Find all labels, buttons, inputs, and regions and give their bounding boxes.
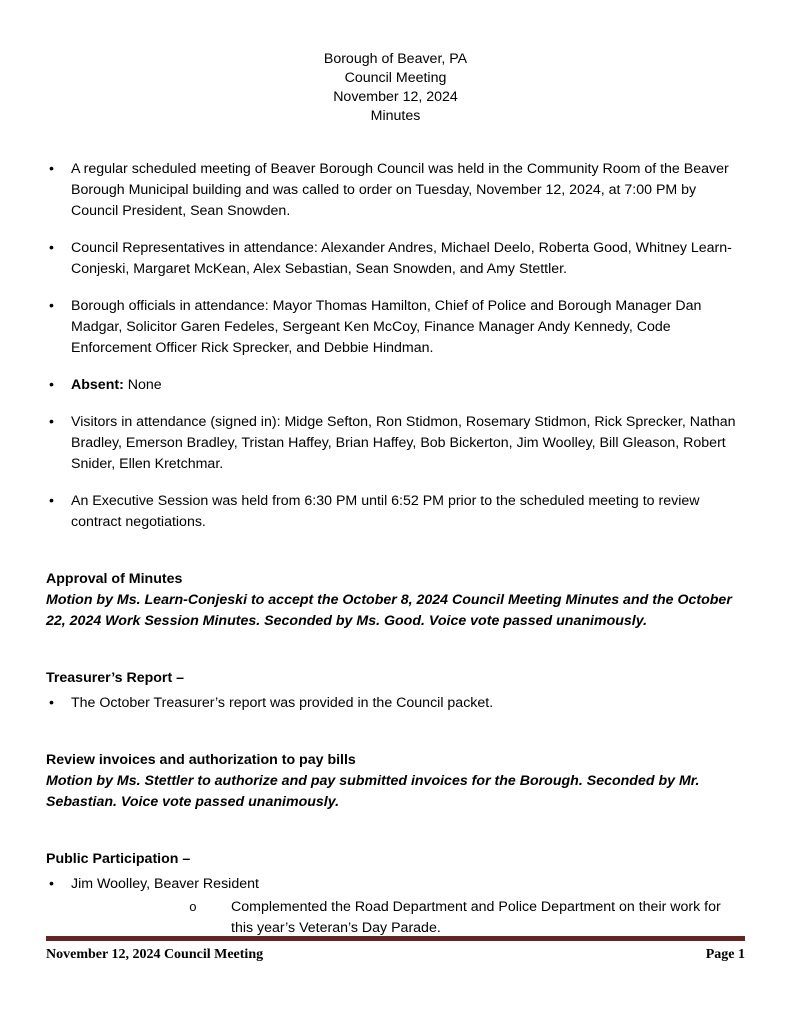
section-bullet-list [46, 693, 745, 714]
section-heading: Approval of Minutes [46, 571, 183, 587]
sub-bullet-list [189, 897, 745, 939]
list-item-treasurers-report [46, 693, 745, 714]
section-public-participation [46, 849, 745, 939]
doc-header [46, 50, 745, 126]
list-item-visitors [46, 412, 745, 475]
list-item-text: Council Representatives in attendance: Alexander Andres, Michael Deelo, Roberta Good, Whitney Learn-Conjeski, Margaret McKean, Alex Sebastian, Sean Snowden, and Amy Stettler. [71, 240, 732, 277]
footer-meeting-label: November 12, 2024 Council Meeting [46, 947, 264, 962]
bullet-marker: • [49, 876, 54, 892]
bullet-marker: • [49, 298, 54, 314]
list-item-jim-woolley [46, 874, 745, 939]
section-review-invoices [46, 750, 745, 813]
motion-text: Motion by Ms. Learn-Conjeski to accept the October 8, 2024 Council Meeting Minutes and the October 22, 2024 Work Session Minutes. Seconded by Ms. Good. Voice vote passed unanimously. [46, 592, 732, 629]
absent-label: Absent: [71, 377, 124, 393]
section-heading: Public Participation – [46, 851, 191, 867]
footer-page-number: Page 1 [705, 947, 745, 962]
speaker-name: Jim Woolley, Beaver Resident [71, 876, 259, 892]
list-item-executive-session [46, 491, 745, 533]
list-item-absent [46, 375, 745, 396]
sub-bullet-marker: o [189, 900, 197, 915]
doc-title-date: November 12, 2024 [333, 89, 458, 105]
list-item-text: The October Treasurer’s report was provided in the Council packet. [71, 695, 494, 711]
list-item-text: Borough officials in attendance: Mayor Thomas Hamilton, Chief of Police and Borough Manager Dan Madgar, Solicitor Garen Fedeles, Sergeant Ken McCoy, Finance Manager Andy Kennedy, Code Enforcement Officer Rick Sprecker, and Debbie Hindman. [71, 298, 702, 356]
bullet-marker: • [49, 414, 54, 430]
doc-title-meeting: Council Meeting [344, 70, 447, 86]
motion-text: Motion by Ms. Stettler to authorize and pay submitted invoices for the Borough. Seconded by Mr. Sebastian. Voice vote passed unanimously. [46, 773, 700, 810]
intro-bullet-list [46, 159, 745, 533]
bullet-marker: • [49, 695, 54, 711]
section-heading: Treasurer’s Report – [46, 670, 184, 686]
sub-list-item-text: Complemented the Road Department and Police Department on their work for this year’s Veteran’s Day Parade. [231, 899, 721, 936]
page-footer [46, 936, 745, 964]
section-approval-of-minutes [46, 569, 745, 632]
list-item-text: An Executive Session was held from 6:30 PM until 6:52 PM prior to the scheduled meeting to review contract negotiations. [71, 493, 700, 530]
sub-list-item [189, 897, 745, 939]
section-heading: Review invoices and authorization to pay bills [46, 752, 356, 768]
bullet-marker: • [49, 161, 54, 177]
list-item-text [71, 874, 745, 939]
footer-row [46, 946, 745, 964]
section-bullet-list [46, 874, 745, 939]
absent-value: None [123, 377, 162, 393]
doc-title-minutes: Minutes [370, 108, 421, 124]
list-item-council-representatives [46, 238, 745, 280]
bullet-marker: • [49, 493, 54, 509]
bullet-marker: • [49, 240, 54, 256]
list-item-text [71, 375, 745, 396]
footer-rule [46, 936, 745, 941]
list-item-borough-officials [46, 296, 745, 359]
list-item-call-to-order [46, 159, 745, 222]
bullet-marker: • [49, 377, 54, 393]
list-item-text: Visitors in attendance (signed in): Midge Sefton, Ron Stidmon, Rosemary Stidmon, Rick Sprecker, Nathan Bradley, Emerson Bradley, Tristan Haffey, Brian Haffey, Bob Bickerton, Jim Woolley, Bill Gleason, Robert Snider, Ellen Kretchmar. [71, 414, 736, 472]
section-treasurers-report [46, 668, 745, 714]
doc-title-org: Borough of Beaver, PA [323, 51, 468, 67]
list-item-text: A regular scheduled meeting of Beaver Borough Council was held in the Community Room of the Beaver Borough Municipal building and was called to order on Tuesday, November 12, 2024, at 7:00 PM by Council President, Sean Snowden. [71, 161, 729, 219]
